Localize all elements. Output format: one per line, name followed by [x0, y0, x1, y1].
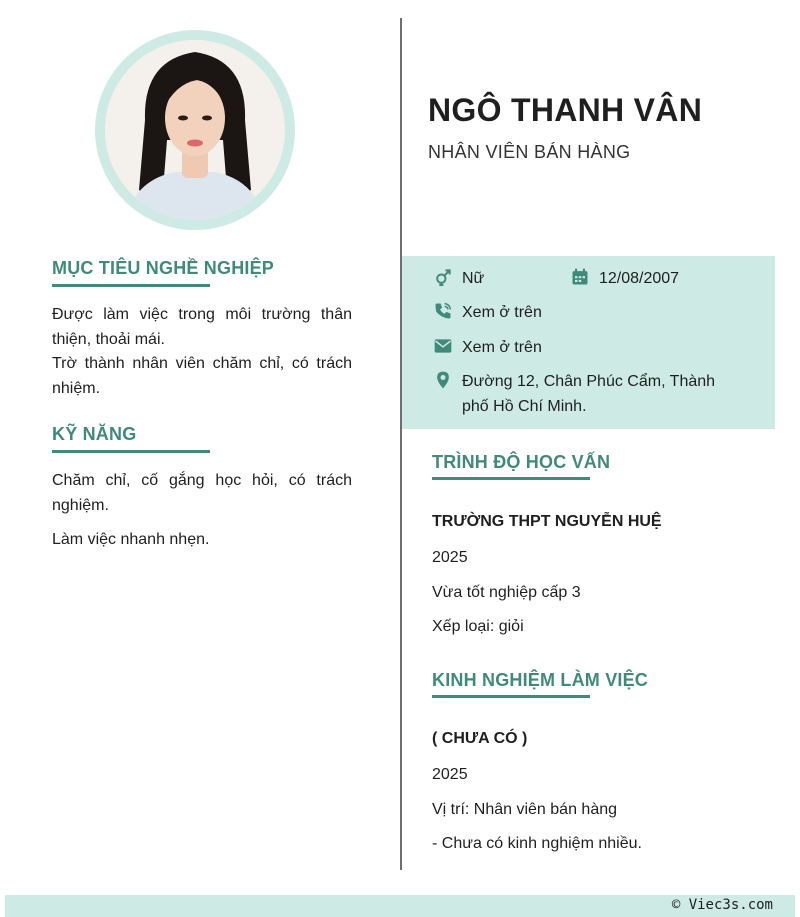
avatar-ring [95, 30, 295, 230]
gender-icon [432, 266, 454, 288]
skills-section [52, 424, 352, 553]
candidate-name: NGÔ THANH VÂN [428, 92, 703, 128]
birthday-value: 12/08/2007 [599, 270, 680, 287]
skills-line-1: Chăm chỉ, cố gắng học hỏi, có trách nghiệm. [52, 472, 352, 514]
experience-position: Vị trí: Nhân viên bán hàng [432, 801, 618, 818]
education-section [432, 452, 772, 480]
experience-note: - Chưa có kinh nghiệm nhiều. [432, 835, 642, 852]
experience-year: 2025 [432, 766, 468, 783]
gender-value: Nữ [462, 270, 485, 287]
contact-email [432, 335, 542, 360]
footer-bar [5, 895, 795, 917]
envelope-icon [432, 335, 454, 357]
candidate-job-title: NHÂN VIÊN BÁN HÀNG [428, 142, 631, 162]
experience-underline [432, 695, 590, 698]
objective-title: MỤC TIÊU NGHỀ NGHIỆP [52, 258, 275, 278]
education-detail-1: Vừa tốt nghiệp cấp 3 [432, 584, 581, 601]
objective-line-1: Được làm việc trong môi trường thân thiện, thoải mái. [52, 306, 352, 348]
education-school: TRƯỜNG THPT NGUYỄN HUỆ [432, 513, 662, 530]
education-detail-2: Xếp loại: giỏi [432, 618, 524, 635]
contact-address [432, 369, 732, 419]
contact-birthday [569, 266, 679, 291]
address-value: Đường 12, Chân Phúc Cẩm, Thành phố Hồ Chí Minh. [462, 373, 716, 415]
email-value: Xem ở trên [462, 339, 542, 356]
contact-panel [402, 256, 775, 429]
objective-line-2: Trờ thành nhân viên chăm chỉ, có trách nhiệm. [52, 355, 352, 397]
phone-value: Xem ở trên [462, 304, 542, 321]
education-underline [432, 477, 590, 480]
skills-line-2: Làm việc nhanh nhẹn. [52, 531, 210, 548]
avatar [105, 40, 285, 220]
location-pin-icon [432, 369, 454, 391]
objective-section [52, 258, 352, 401]
avatar-portrait [105, 40, 285, 220]
footer-credit[interactable]: © Viec3s.com [671, 897, 773, 913]
experience-section [432, 670, 772, 698]
skills-title: KỸ NĂNG [52, 424, 137, 444]
contact-gender [432, 266, 484, 291]
education-title: TRÌNH ĐỘ HỌC VẤN [432, 452, 611, 472]
calendar-icon [569, 266, 591, 288]
left-column [52, 258, 352, 553]
education-year: 2025 [432, 549, 468, 566]
phone-icon [432, 300, 454, 322]
column-divider [400, 18, 402, 870]
experience-company: ( CHƯA CÓ ) [432, 730, 528, 747]
experience-title: KINH NGHIỆM LÀM VIỆC [432, 670, 649, 690]
contact-phone [432, 300, 542, 325]
